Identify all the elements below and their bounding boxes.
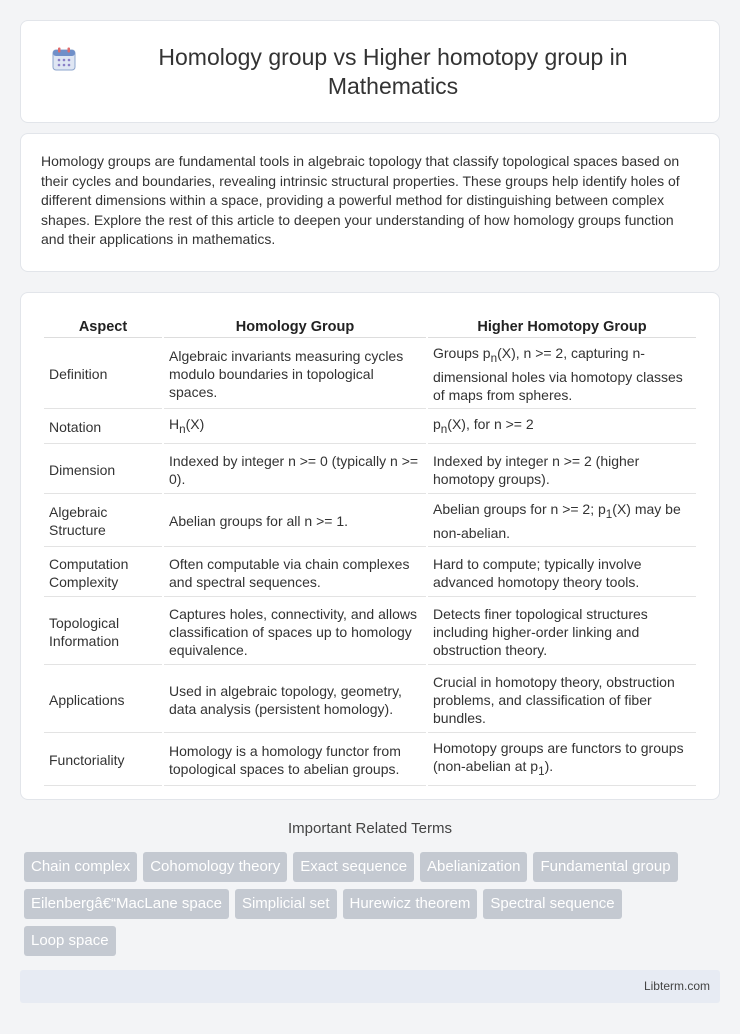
- row-aspect: Topological Information: [44, 599, 162, 665]
- row-homology: Abelian groups for all n >= 1.: [164, 496, 426, 547]
- row-homology: Used in algebraic topology, geometry, data analysis (persistent homology).: [164, 667, 426, 733]
- calendar-icon: [51, 46, 77, 72]
- table-row: [44, 340, 696, 409]
- tag-fundamental-group[interactable]: Fundamental group: [533, 852, 677, 882]
- row-homotopy: Groups $p_n(X)$, n >= 2, capturing n-dimensional holes via homotopy classes of maps from spheres.: [428, 340, 696, 409]
- tag-cohomology-theory[interactable]: Cohomology theory: [143, 852, 287, 882]
- row-aspect: Definition: [44, 340, 162, 409]
- comparison-table-card: [20, 292, 720, 800]
- table-row: [44, 599, 696, 665]
- table-row: [44, 549, 696, 597]
- row-homotopy: Crucial in homotopy theory, obstruction problems, and classification of fiber bundles.: [428, 667, 696, 733]
- tag-hurewicz-theorem[interactable]: Hurewicz theorem: [343, 889, 478, 919]
- tag-chain-complex[interactable]: Chain complex: [24, 852, 137, 882]
- tag-spectral-sequence[interactable]: Spectral sequence: [483, 889, 621, 919]
- row-homotopy: Indexed by integer n >= 2 (higher homotopy groups).: [428, 446, 696, 494]
- row-homology: Indexed by integer n >= 0 (typically n >= 0).: [164, 446, 426, 494]
- header-homology: Homology Group: [164, 315, 426, 338]
- header-homotopy: Higher Homotopy Group: [428, 315, 696, 338]
- row-aspect: Applications: [44, 667, 162, 733]
- table-row: [44, 411, 696, 444]
- table-row: [44, 446, 696, 494]
- table-header-row: [44, 315, 696, 338]
- row-homotopy: Detects finer topological structures including higher-order linking and obstruction theory.: [428, 599, 696, 665]
- row-aspect: Dimension: [44, 446, 162, 494]
- comparison-table: [42, 313, 698, 788]
- row-homotopy: Hard to compute; typically involve advanced homotopy theory tools.: [428, 549, 696, 597]
- footer: [20, 970, 720, 1003]
- related-terms-tags: [24, 852, 724, 963]
- tag-simplicial-set[interactable]: Simplicial set: [235, 889, 337, 919]
- footer-site-link[interactable]: Libterm.com: [643, 979, 710, 993]
- table-row: [44, 735, 696, 786]
- header-card: [20, 20, 720, 123]
- row-homology: Homology is a homology functor from topological spaces to abelian groups.: [164, 735, 426, 786]
- row-homotopy: $p_n(X)$, for n >= 2: [428, 411, 696, 444]
- row-aspect: Notation: [44, 411, 162, 444]
- row-homology: Often computable via chain complexes and spectral sequences.: [164, 549, 426, 597]
- table-row: [44, 667, 696, 733]
- row-homotopy: Homotopy groups are functors to groups (non-abelian at $p_1$).: [428, 735, 696, 786]
- header-aspect: Aspect: [44, 315, 162, 338]
- intro-text: Homology groups are fundamental tools in algebraic topology that classify topological spaces based on their cycles and boundaries, revealing intrinsic structural properties. These groups help identify holes of different dimensions within a space, providing a powerful method for distinguishing between complex shapes. Explore the rest of this article to deepen your understanding of how homology groups function and their applications in mathematics.: [41, 153, 680, 247]
- row-homology: $H_n(X)$: [164, 411, 426, 444]
- tag-abelianization[interactable]: Abelianization: [420, 852, 527, 882]
- related-terms-title: Important Related Terms: [288, 820, 452, 837]
- row-aspect: Functoriality: [44, 735, 162, 786]
- intro-card: [20, 133, 720, 272]
- row-homology: Algebraic invariants measuring cycles modulo boundaries in topological spaces.: [164, 340, 426, 409]
- row-homotopy: Abelian groups for n >= 2; $p_1(X)$ may be non-abelian.: [428, 496, 696, 547]
- row-aspect: Algebraic Structure: [44, 496, 162, 547]
- tag-eilenberg-maclane-space[interactable]: Eilenbergâ€“MacLane space: [24, 889, 229, 919]
- tag-exact-sequence[interactable]: Exact sequence: [293, 852, 414, 882]
- page-title: Homology group vs Higher homotopy group in Mathematics: [158, 43, 628, 99]
- table-row: [44, 496, 696, 547]
- row-aspect: Computation Complexity: [44, 549, 162, 597]
- row-homology: Captures holes, connectivity, and allows classification of spaces up to homology equivalence.: [164, 599, 426, 665]
- tag-loop-space[interactable]: Loop space: [24, 926, 116, 956]
